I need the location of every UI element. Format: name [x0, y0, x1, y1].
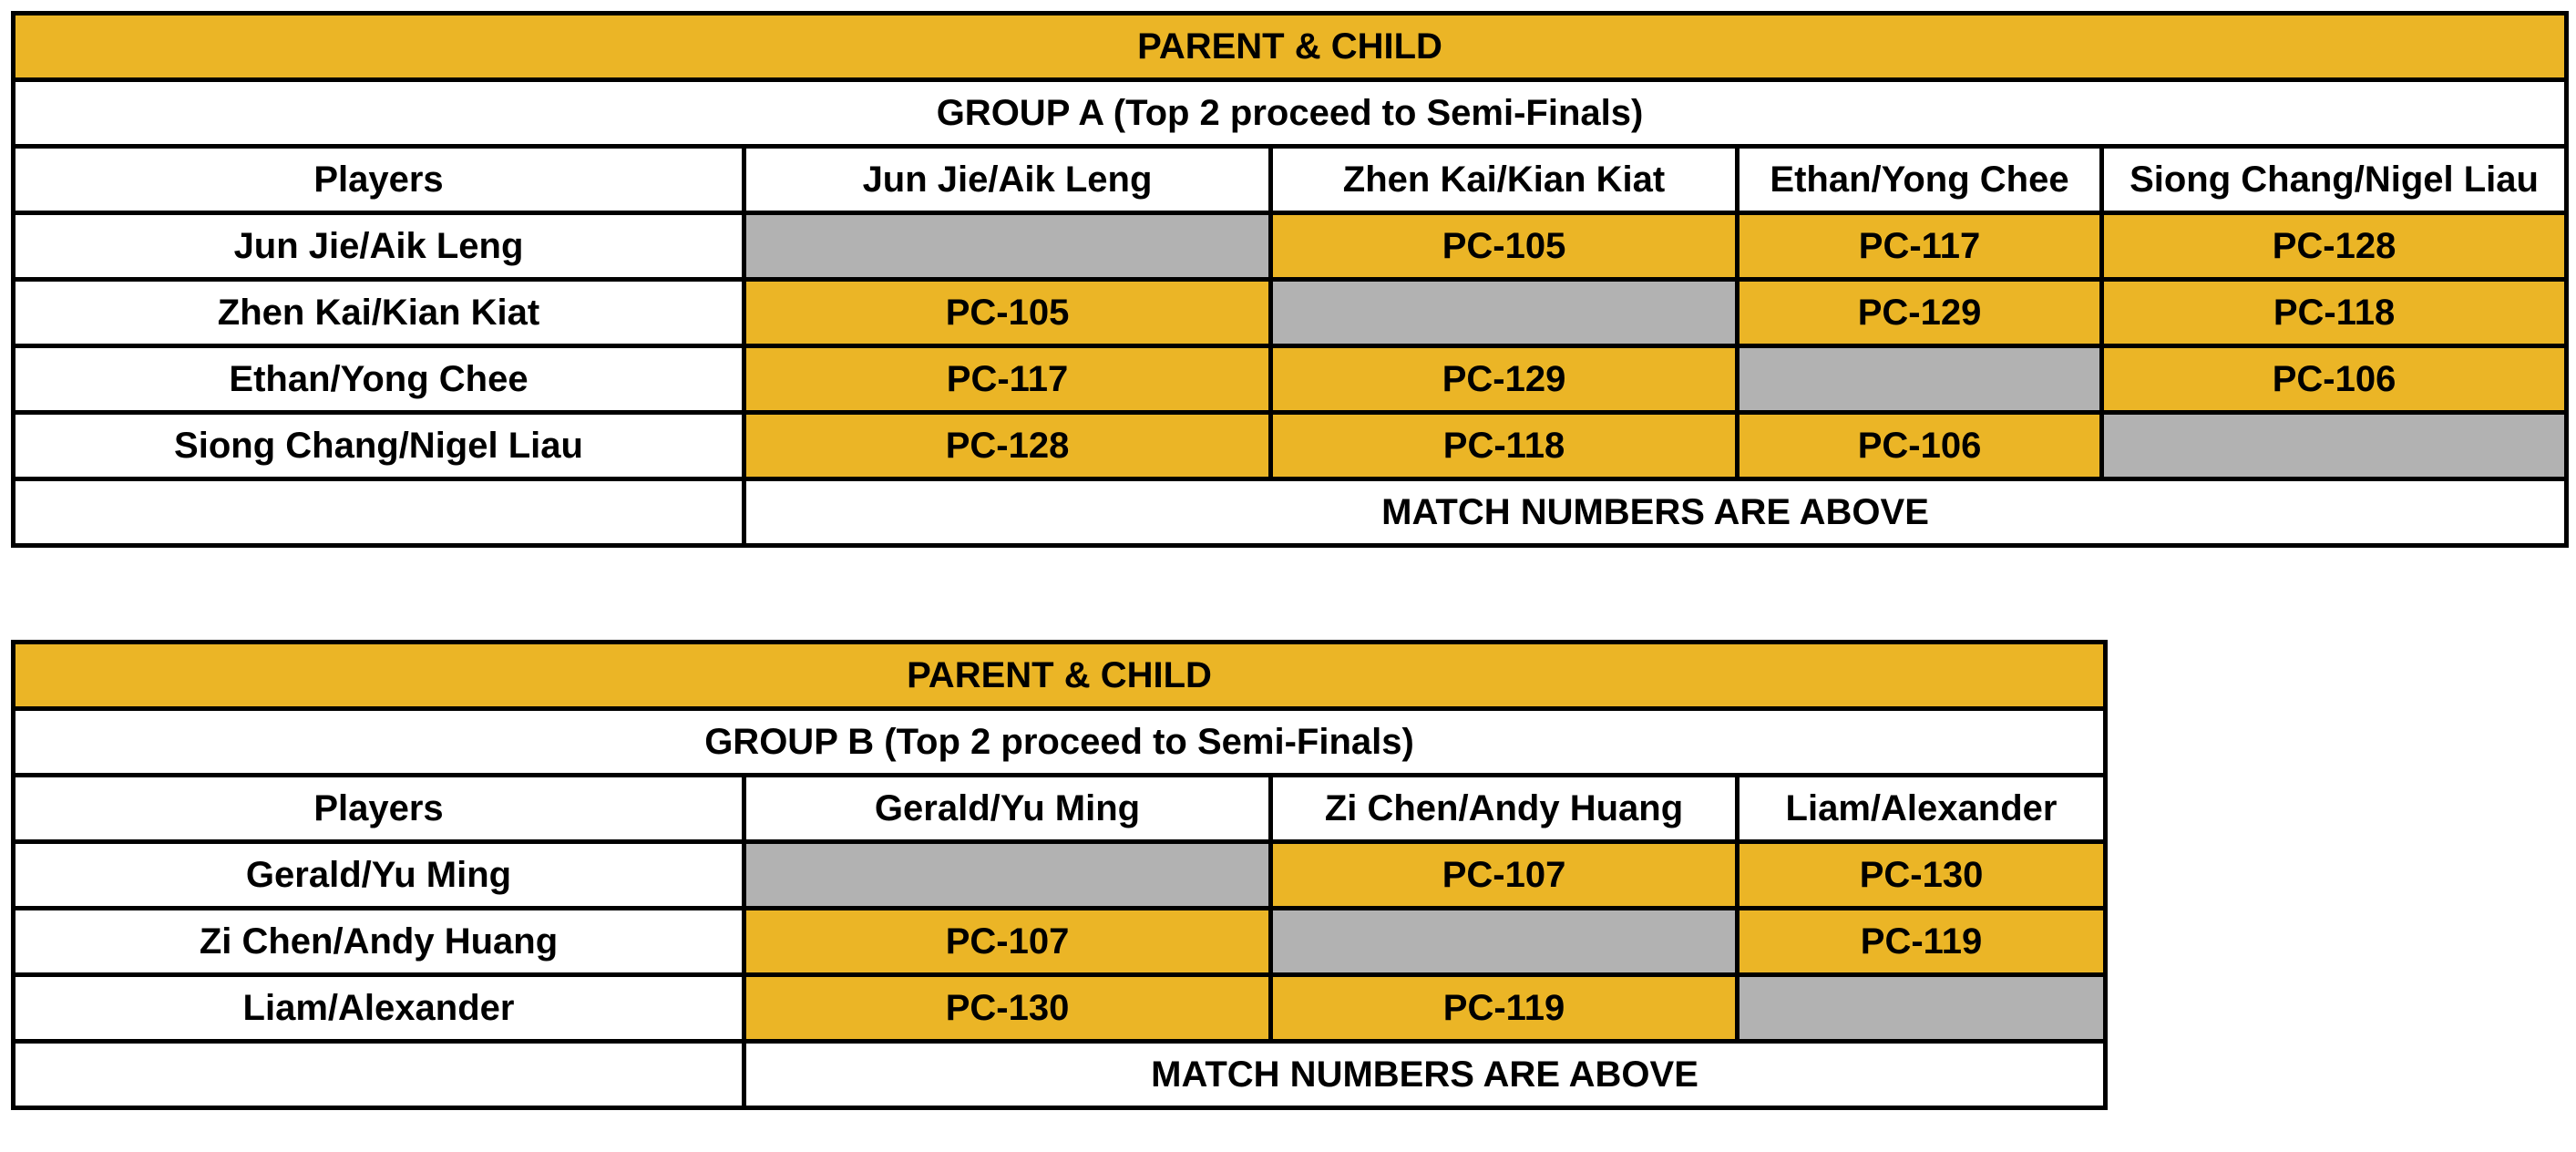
table-row: [14, 213, 2567, 280]
group-a-subtitle: GROUP A (Top 2 proceed to Semi-Finals): [14, 80, 2567, 147]
row-header: Ethan/Yong Chee: [14, 346, 744, 413]
match-number-cell: PC-130: [1738, 842, 2106, 909]
column-header: Zhen Kai/Kian Kiat: [1271, 147, 1738, 213]
group-b-footer-row: [14, 1042, 2106, 1108]
footer-blank-cell: [14, 479, 744, 546]
column-header: Jun Jie/Aik Leng: [744, 147, 1271, 213]
group-a-title: PARENT & CHILD: [14, 14, 2567, 80]
column-header: Gerald/Yu Ming: [744, 776, 1271, 842]
group-a-footer-note: MATCH NUMBERS ARE ABOVE: [744, 479, 2567, 546]
match-number-cell: PC-129: [1738, 280, 2102, 346]
table-row: [14, 413, 2567, 479]
self-match-cell: [2102, 413, 2567, 479]
self-match-cell: [1738, 975, 2106, 1042]
footer-blank-cell: [14, 1042, 744, 1108]
group-a-table: [11, 11, 2569, 548]
table-row: [14, 975, 2106, 1042]
players-header: Players: [14, 776, 744, 842]
match-number-cell: PC-106: [1738, 413, 2102, 479]
match-number-cell: PC-106: [2102, 346, 2567, 413]
column-header: Liam/Alexander: [1738, 776, 2106, 842]
row-header: Zhen Kai/Kian Kiat: [14, 280, 744, 346]
column-header: Siong Chang/Nigel Liau: [2102, 147, 2567, 213]
table-row: [14, 842, 2106, 909]
row-header: Liam/Alexander: [14, 975, 744, 1042]
match-number-cell: PC-107: [1271, 842, 1738, 909]
row-header: Jun Jie/Aik Leng: [14, 213, 744, 280]
group-b-subtitle: GROUP B (Top 2 proceed to Semi-Finals): [14, 709, 2106, 776]
players-header: Players: [14, 147, 744, 213]
self-match-cell: [744, 842, 1271, 909]
self-match-cell: [1271, 909, 1738, 975]
match-number-cell: PC-107: [744, 909, 1271, 975]
match-number-cell: PC-105: [744, 280, 1271, 346]
self-match-cell: [744, 213, 1271, 280]
row-header: Zi Chen/Andy Huang: [14, 909, 744, 975]
match-number-cell: PC-105: [1271, 213, 1738, 280]
match-number-cell: PC-129: [1271, 346, 1738, 413]
match-number-cell: PC-118: [1271, 413, 1738, 479]
column-header: Zi Chen/Andy Huang: [1271, 776, 1738, 842]
match-number-cell: PC-117: [744, 346, 1271, 413]
match-number-cell: PC-128: [2102, 213, 2567, 280]
group-b-table: [11, 640, 2108, 1110]
table-row: [14, 346, 2567, 413]
match-number-cell: PC-128: [744, 413, 1271, 479]
column-header: Ethan/Yong Chee: [1738, 147, 2102, 213]
table-row: [14, 280, 2567, 346]
group-b-header-row: [14, 776, 2106, 842]
self-match-cell: [1271, 280, 1738, 346]
group-b-title: PARENT & CHILD: [14, 643, 2106, 709]
match-number-cell: PC-119: [1738, 909, 2106, 975]
match-number-cell: PC-118: [2102, 280, 2567, 346]
match-number-cell: PC-130: [744, 975, 1271, 1042]
row-header: Gerald/Yu Ming: [14, 842, 744, 909]
row-header: Siong Chang/Nigel Liau: [14, 413, 744, 479]
group-a-footer-row: [14, 479, 2567, 546]
group-b-footer-note: MATCH NUMBERS ARE ABOVE: [744, 1042, 2106, 1108]
self-match-cell: [1738, 346, 2102, 413]
table-row: [14, 909, 2106, 975]
group-a-header-row: [14, 147, 2567, 213]
match-number-cell: PC-119: [1271, 975, 1738, 1042]
match-number-cell: PC-117: [1738, 213, 2102, 280]
